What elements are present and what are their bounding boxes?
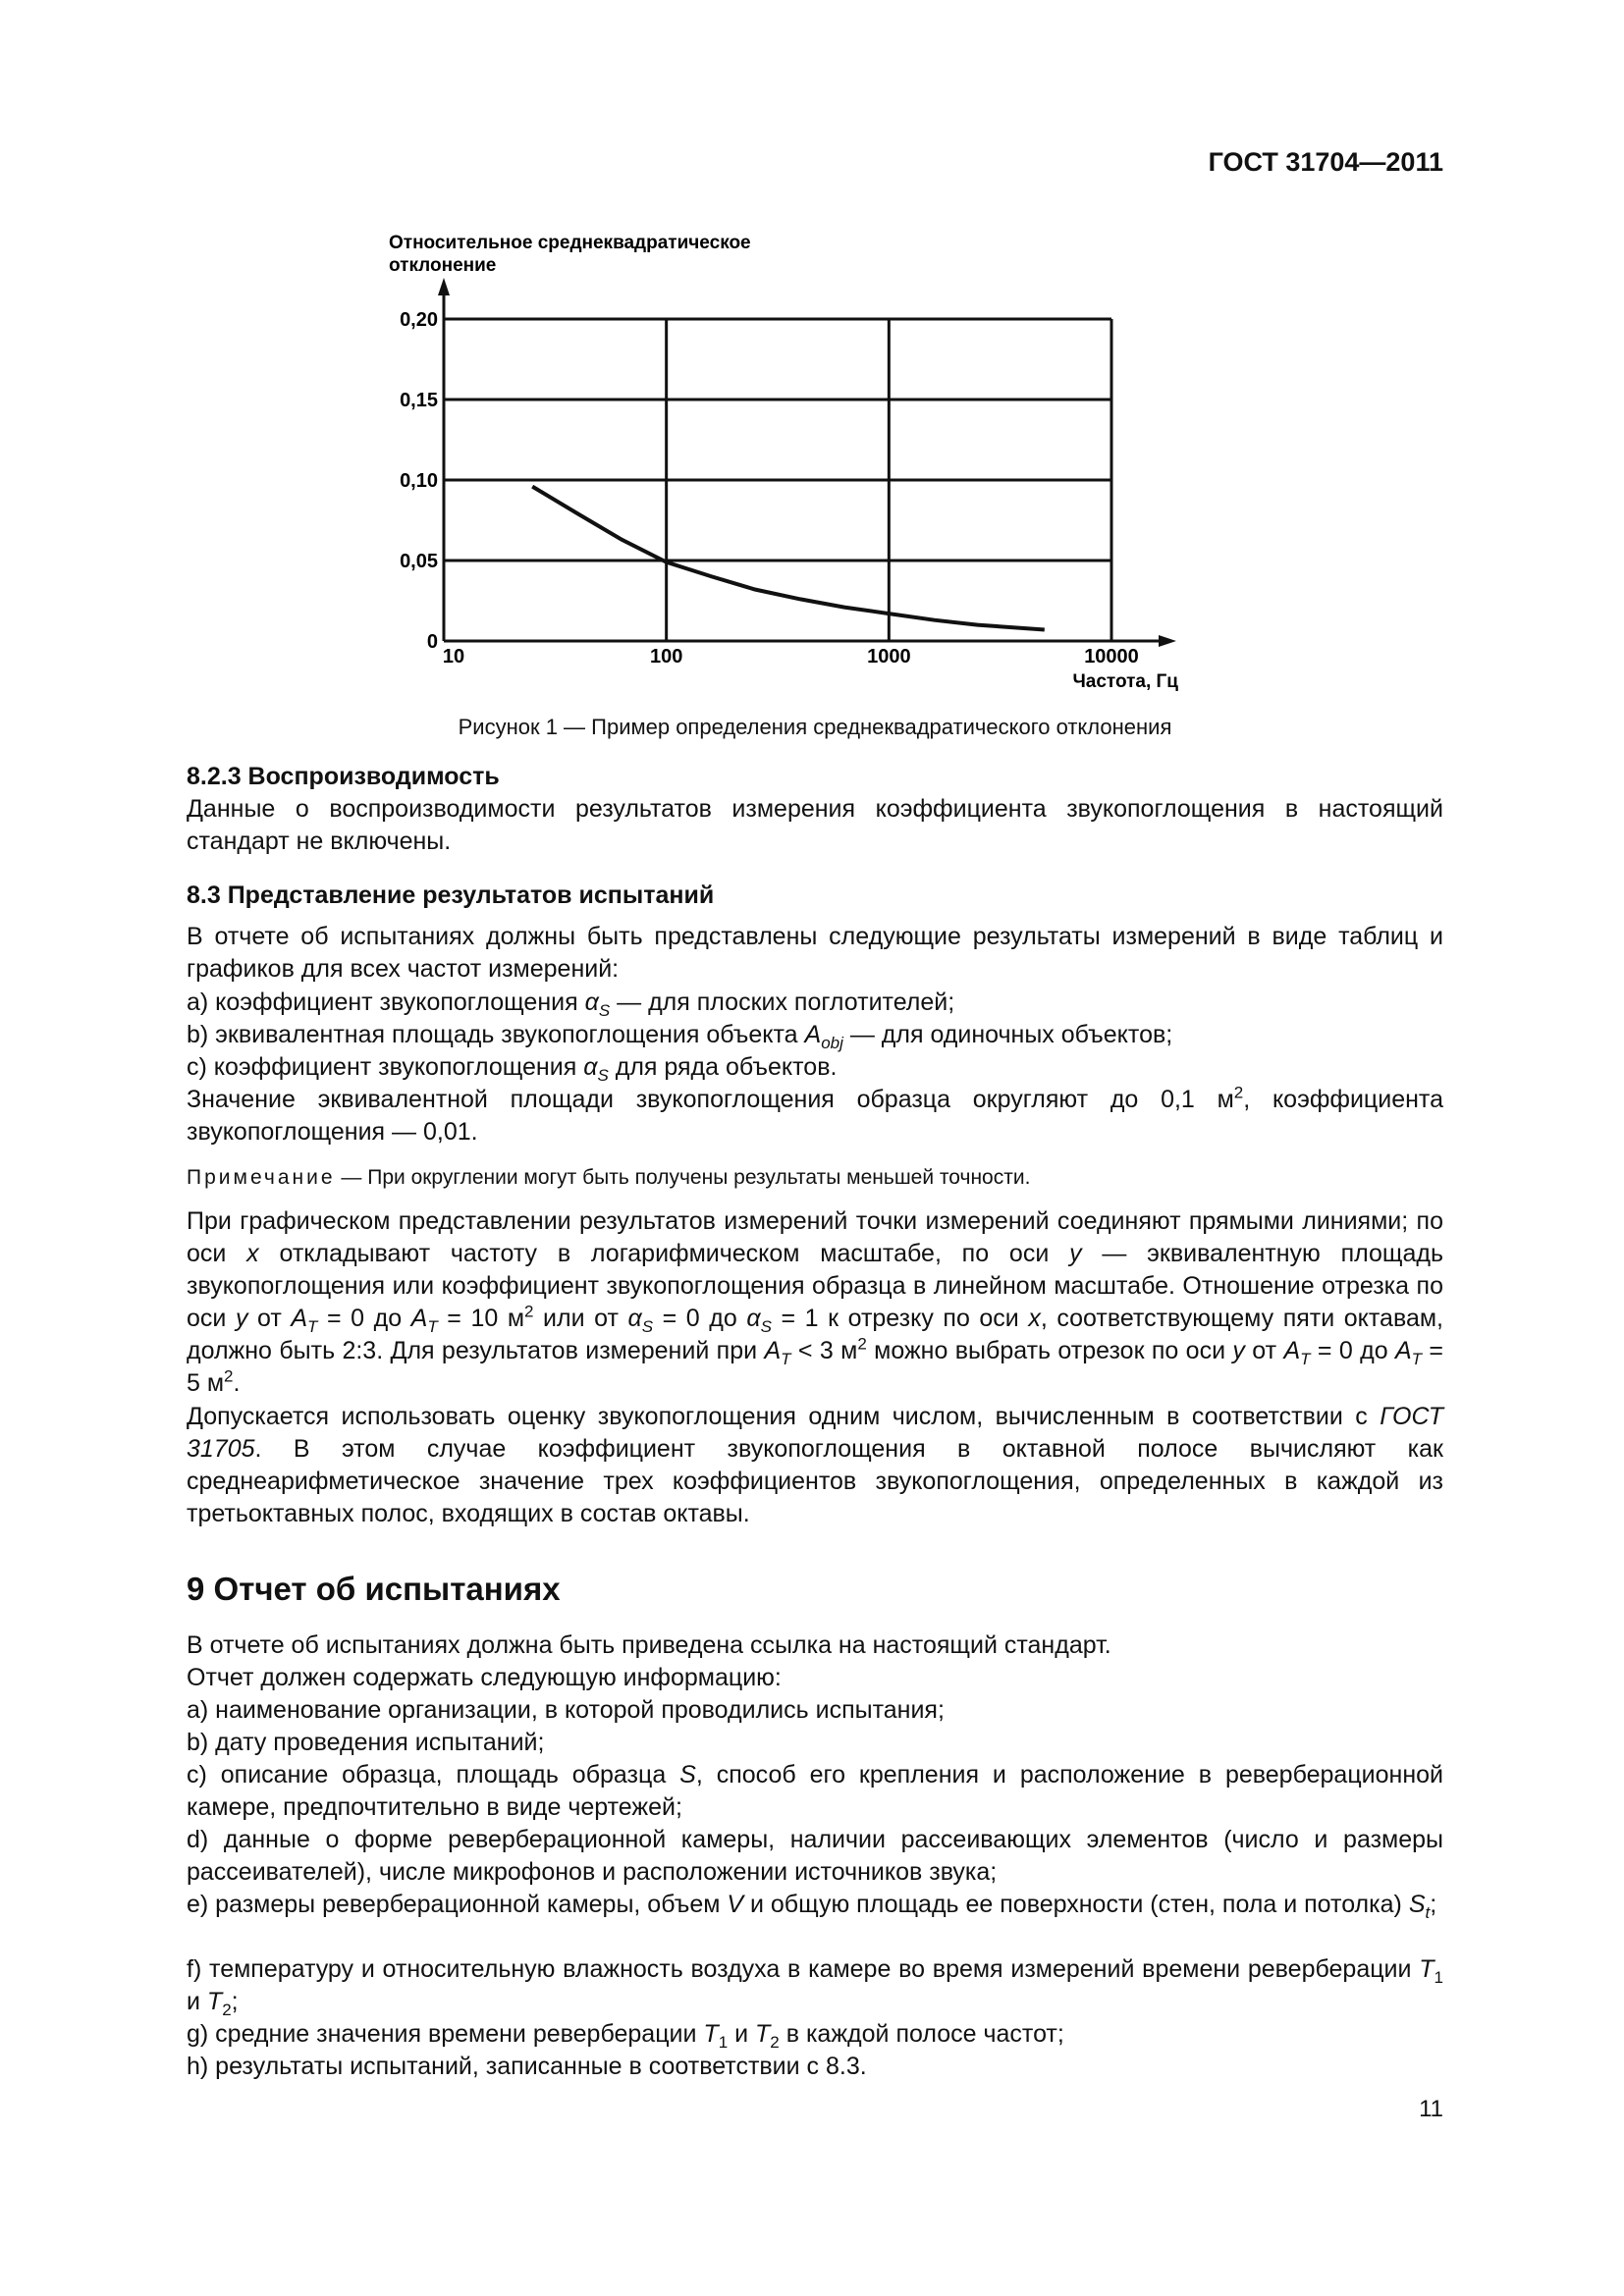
paragraph-reference: В отчете об испытаниях должна быть приведена ссылка на настоящий стандарт. — [187, 1631, 1111, 1659]
list-item-c: c) коэффициент звукопоглощения $\alpha_S$ для ряда объектов. — [187, 1053, 838, 1085]
report-item-b: b) дату проведения испытаний; — [187, 1729, 545, 1756]
page-number: 11 — [1419, 2096, 1443, 2122]
report-item-f: f) температуру и относительную влажность воздуха в камере во время измерений времени реверберации $T_1$ и $T_2$; — [187, 1955, 1443, 2019]
report-item-h: h) результаты испытаний, записанные в соответствии с 8.3. — [187, 2053, 867, 2080]
x-tick-label-2: 1000 — [867, 646, 911, 667]
paragraph-graph: При графическом представлении результатов измерений точки измерений соединяют прямыми линиями; по оси x откладывают частоту в логарифмическом масштабе, по оси y — эквивалентную площадь звукопоглощения или коэффициент звукопоглощения образца в линейном масштабе. Отношение отрезка по оси y от $A_T = 0$ до $A_T = 10$ $м^2$ или от $\alpha_S = 0$ до $\alpha_S = 1$ к отрезку по оси x, соответствующему пяти октавам, должно быть 2:3. Для результатов измерений при $A_T < 3$ $м^2$ можно выбрать отрезок по оси y от $A_T = 0$ до $A_T = 5$ $м^2$. — [187, 1207, 1444, 1397]
paragraph-single-number: Допускается использовать оценку звукопоглощения одним числом, вычисленным в соответствии с ГОСТ 31705. В этом случае коэффициент звукопоглощения в октавной полосе вычисляют как среднеарифметическое значение трех коэффициентов звукопоглощения, определенных в каждой из третьоктавных полос, входящих в состав октавы. — [187, 1403, 1443, 1527]
x-tick-label-1: 100 — [649, 646, 683, 667]
heading-section-9: 9 Отчет об испытаниях — [187, 1571, 561, 1607]
y-axis-arrow — [438, 278, 450, 295]
chart-xlabel: Частота, Гц — [1072, 671, 1178, 692]
paragraph-reproducibility: Данные о воспроизводимости результатов измерения коэффициента звукопоглощения в настоящий стандарт не включены. — [187, 795, 1443, 855]
x-tick-label-3: 10000 — [1084, 646, 1139, 667]
paragraph-results-intro: В отчете об испытаниях должны быть представлены следующие результаты измерений в виде таблиц и графиков для всех частот измерений: — [187, 923, 1443, 983]
report-item-e: e) размеры реверберационной камеры, объем V и общую площадь ее поверхности (стен, пола и потолка) $S_t$; — [187, 1891, 1437, 1922]
paragraph-contents: Отчет должен содержать следующую информацию: — [187, 1664, 782, 1691]
list-item-a: a) коэффициент звукопоглощения $\alpha_S$ — для плоских поглотителей; — [187, 988, 955, 1020]
heading-8-2-3: 8.2.3 Воспроизводимость — [187, 763, 500, 790]
paragraph-rounding: Значение эквивалентной площади звукопоглощения образца округляют до 0,1 $м^2$, коэффициента звукопоглощения — 0,01. — [187, 1083, 1443, 1146]
y-tick-label-2: 0,10 — [400, 470, 438, 492]
chart-ylabel-line2: отклонение — [389, 255, 497, 276]
report-item-d: d) данные о форме реверберационной камеры, наличии рассеивающих элементов (число и размеры рассеивателей), числе микрофонов и расположении источников звука; — [187, 1826, 1443, 1886]
y-tick-label-3: 0,15 — [400, 390, 438, 411]
y-tick-label-1: 0,05 — [400, 551, 438, 572]
x-axis-arrow — [1159, 635, 1176, 647]
y-tick-label-0: 0 — [426, 631, 438, 653]
chart-series-line — [532, 487, 1045, 630]
note: Примечание — При округлении могут быть получены результаты меньшей точности. — [187, 1166, 1031, 1189]
report-item-a: a) наименование организации, в которой проводились испытания; — [187, 1696, 945, 1724]
heading-8-3: 8.3 Представление результатов испытаний — [187, 881, 715, 909]
document-code: ГОСТ 31704—2011 — [1208, 147, 1443, 177]
report-item-g: g) средние значения времени реверберации $T_1$ и $T_2$ в каждой полосе частот; — [187, 2020, 1064, 2052]
x-tick-label-0: 10 — [442, 646, 465, 667]
y-tick-label-4: 0,20 — [400, 309, 438, 331]
chart-x-ticks — [443, 646, 1139, 667]
chart-axes — [438, 278, 1176, 647]
report-item-c: c) описание образца, площадь образца S, способ его крепления и расположение в реверберационной камере, предпочтительно в виде чертежей; — [187, 1761, 1443, 1821]
deviation-chart — [373, 221, 1218, 702]
list-item-b: b) эквивалентная площадь звукопоглощения объекта $A_{obj}$ — для одиночных объектов; — [187, 1021, 1173, 1052]
chart-y-ticks — [400, 309, 438, 653]
figure-caption: Рисунок 1 — Пример определения среднеквадратического отклонения — [458, 715, 1172, 739]
chart-ylabel-line1: Относительное среднеквадратическое — [389, 233, 751, 253]
